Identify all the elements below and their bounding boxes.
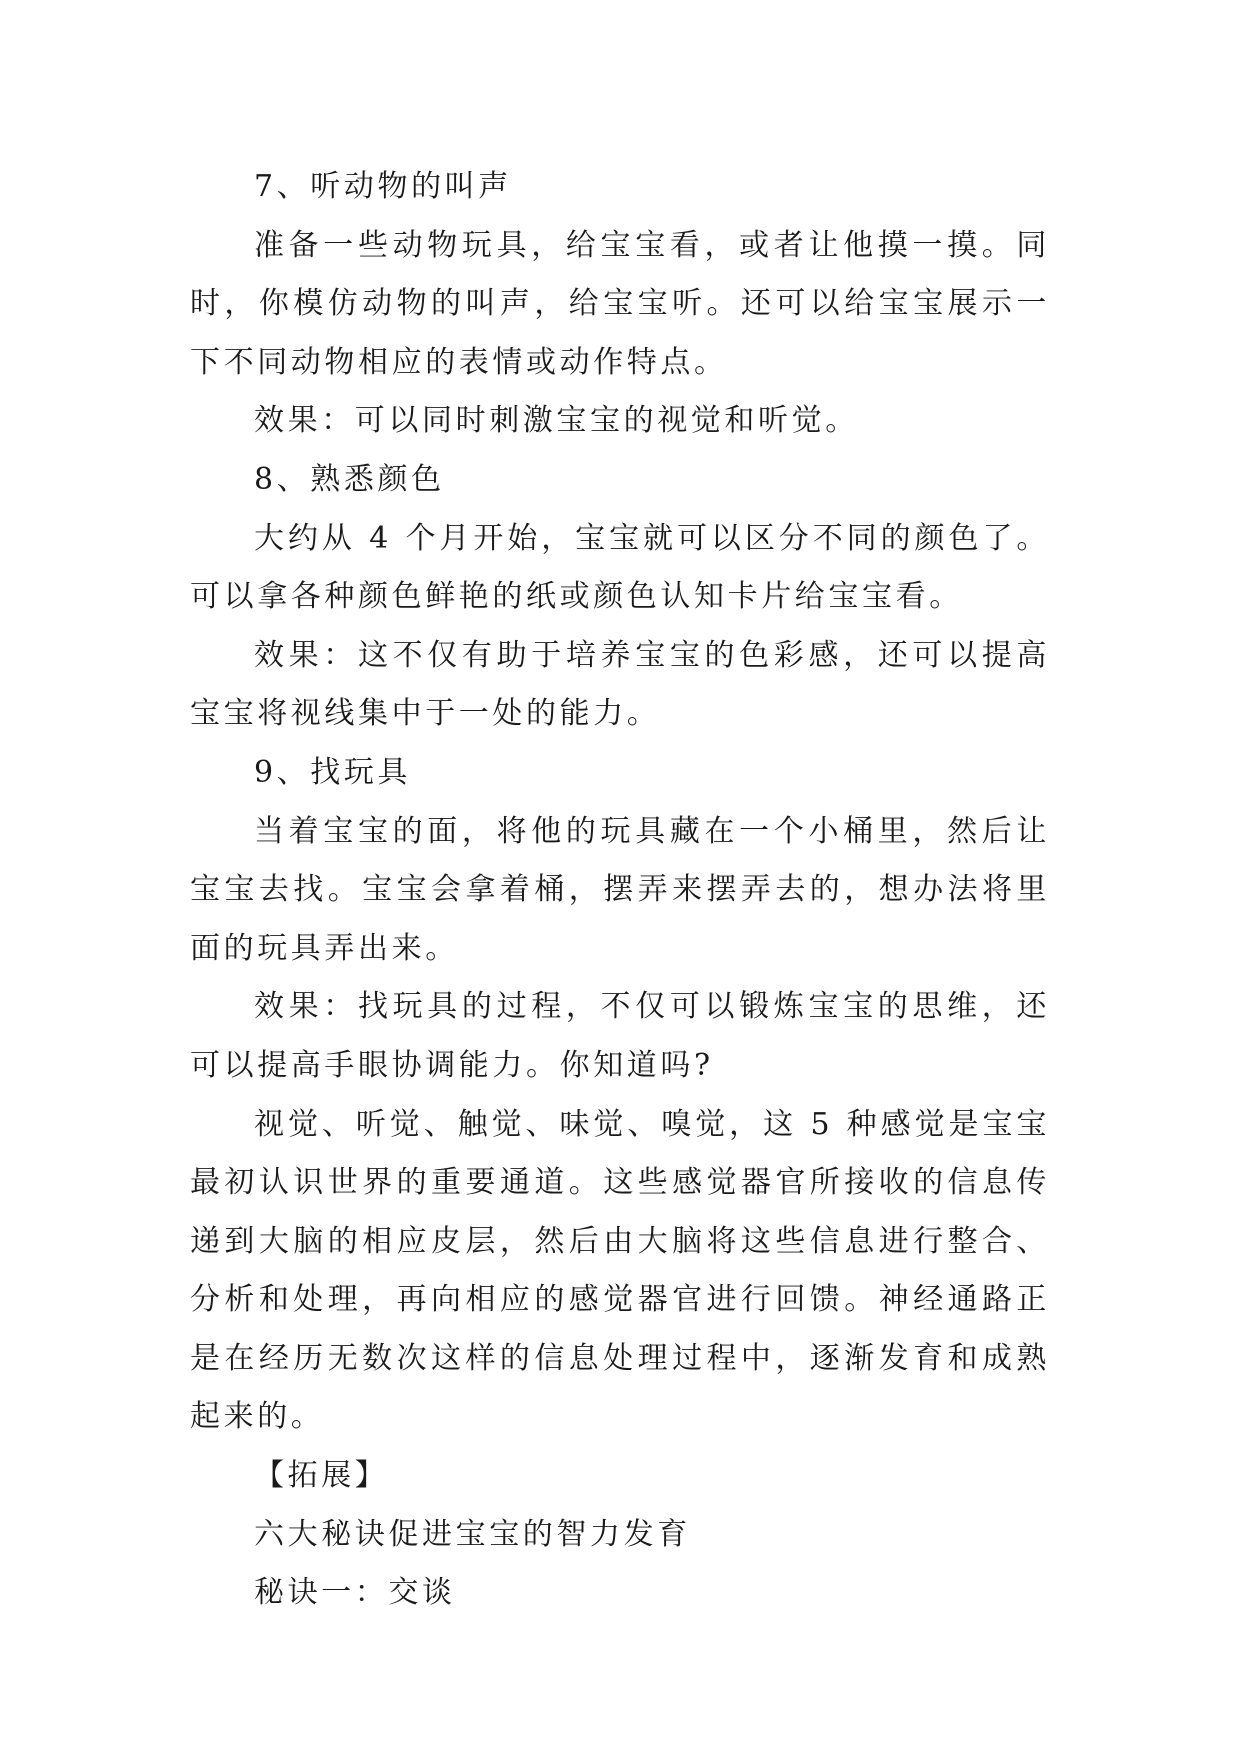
- effect-paragraph: 效果：找玩具的过程，不仅可以锻炼宝宝的思维，还可以提高手眼协调能力。你知道吗?: [190, 989, 1050, 1083]
- subsection-title: 六大秘诀促进宝宝的智力发育: [254, 1516, 691, 1552]
- body-paragraph: 视觉、听觉、触觉、味觉、嗅觉，这 5 种感觉是宝宝最初认识世界的重要通道。这些感觉器官所接收的信息传递到大脑的相应皮层，然后由大脑将这些信息进行整合、分析和处理，再向相应的感觉器官进行回馈。神经通路正是在经历无数次这样的信息处理过程中，逐渐发育和成熟起来的。: [190, 1106, 1050, 1435]
- body-paragraph: 准备一些动物玩具，给宝宝看，或者让他摸一摸。同时，你模仿动物的叫声，给宝宝听。还可以给宝宝展示一下不同动物相应的表情或动作特点。: [190, 227, 1050, 380]
- section-heading-familiar-colors: 8、熟悉颜色: [254, 461, 445, 497]
- body-paragraph: 当着宝宝的面，将他的玩具藏在一个小桶里，然后让宝宝去找。宝宝会拿着桶，摆弄来摆弄去的，想办法将里面的玩具弄出来。: [190, 813, 1050, 966]
- body-paragraph: 大约从 4 个月开始，宝宝就可以区分不同的颜色了。可以拿各种颜色鲜艳的纸或颜色认知卡片给宝宝看。: [190, 520, 1050, 615]
- effect-paragraph: 效果：可以同时刺激宝宝的视觉和听觉。: [254, 403, 859, 439]
- tip-heading: 秘诀一：交谈: [254, 1575, 456, 1611]
- document-body: [190, 158, 1050, 1623]
- extension-heading: 【拓展】: [254, 1458, 389, 1494]
- section-heading-listen-animal-sounds: 7、听动物的叫声: [254, 169, 512, 204]
- section-heading-find-toys: 9、找玩具: [254, 754, 412, 790]
- effect-paragraph: 效果：这不仅有助于培养宝宝的色彩感，还可以提高宝宝将视线集中于一处的能力。: [190, 637, 1050, 732]
